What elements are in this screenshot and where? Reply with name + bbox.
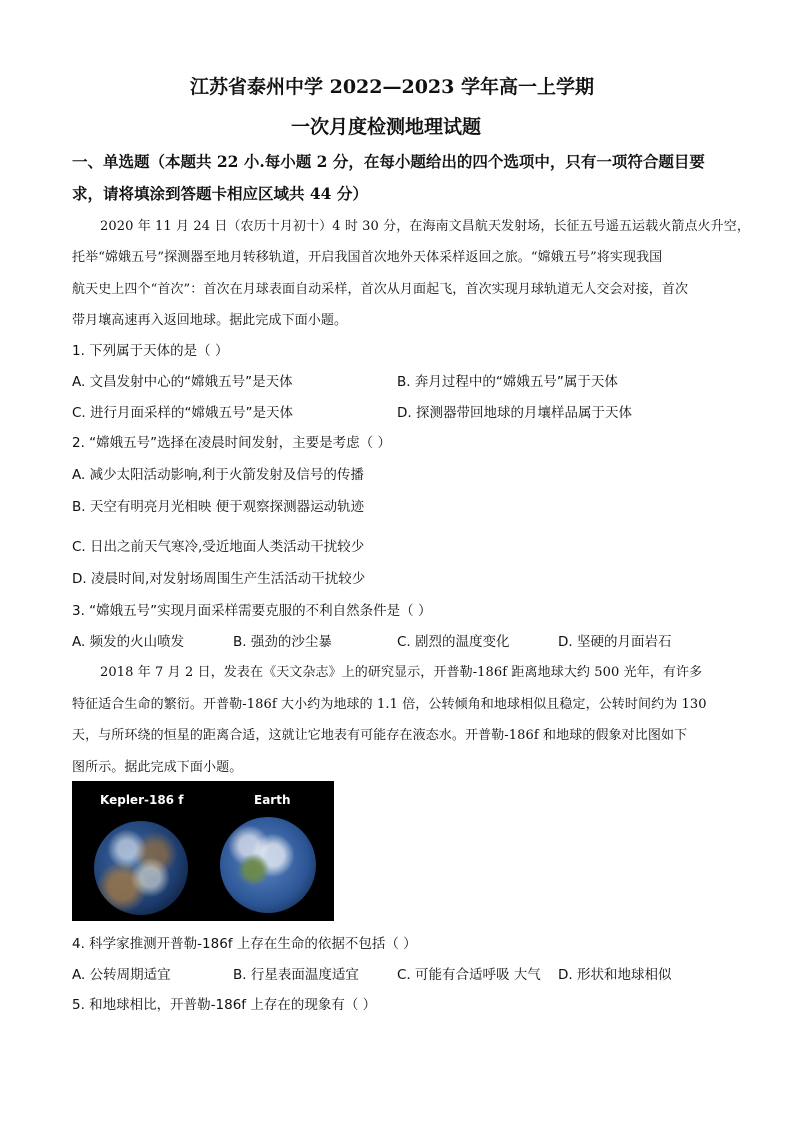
question-2-option-b: B. 天空有明亮月光相映 便于观察探测器运动轨迹 [72,499,365,515]
question-3-option-c: C. 剧烈的温度变化 [397,634,510,650]
document-title-line1: 江苏省泰州中学 2022—2023 学年高一上学期 [190,76,594,98]
question-2-option-a: A. 减少太阳活动影响,利于火箭发射及信号的传播 [72,467,364,483]
section-heading-line1: 一、单选题（本题共 22 小.每小题 2 分，在每小题给出的四个选项中，只有一项符合题目要 [72,152,705,171]
passage-line: 2018 年 7 月 2 日，发表在《天文杂志》上的研究显示，开普勒-186f 距离地球大约 500 光年，有许多 [100,665,703,680]
question-3-option-b: B. 强劲的沙尘暴 [233,634,332,650]
passage-line: 天，与所环绕的恒星的距离合适，这就让它地表有可能存在液态水。开普勒-186f 和地球的假象对比图如下 [72,728,688,743]
kepler-earth-comparison-image [72,781,334,921]
question-1-stem: 1. 下列属于天体的是（ ） [72,343,229,359]
question-5-stem: 5. 和地球相比，开普勒-186f 上存在的现象有（ ） [72,997,377,1013]
passage-line: 航天史上四个“首次”：首次在月球表面自动采样，首次从月面起飞，首次实现月球轨道无人交会对接，首次 [72,282,689,297]
figure-label-earth: Earth [254,793,291,807]
question-2-option-d: D. 凌晨时间,对发射场周围生产生活活动干扰较少 [72,571,366,587]
question-4-option-a: A. 公转周期适宜 [72,967,171,983]
question-3-option-a: A. 频发的火山喷发 [72,634,185,650]
question-3-option-d: D. 坚硬的月面岩石 [558,634,672,650]
question-1-option-b: B. 奔月过程中的“嫦娥五号”属于天体 [397,374,618,390]
passage-line: 带月壤高速再入返回地球。据此完成下面小题。 [72,313,348,328]
question-1-option-d: D. 探测器带回地球的月壤样品属于天体 [397,405,632,421]
question-1-option-a: A. 文昌发射中心的“嫦娥五号”是天体 [72,374,293,390]
question-2-stem: 2. “嫦娥五号”选择在凌晨时间发射，主要是考虑（ ） [72,435,391,451]
document-title-line2: 一次月度检测地理试题 [291,116,482,138]
passage-line: 特征适合生命的繁衍。开普勒-186f 大小约为地球的 1.1 倍，公转倾角和地球相似且稳定，公转时间约为 130 [72,697,707,712]
question-2-option-c: C. 日出之前天气寒冷,受近地面人类活动干扰较少 [72,539,365,555]
figure-label-kepler: Kepler-186 f [100,793,184,807]
question-3-stem: 3. “嫦娥五号”实现月面采样需要克服的不利自然条件是（ ） [72,603,432,619]
section-heading-line2: 求，请将填涂到答题卡相应区域共 44 分） [72,184,368,203]
passage-line: 2020 年 11 月 24 日（农历十月初十）4 时 30 分，在海南文昌航天发射场，长征五号遥五运载火箭点火升空， [100,219,750,234]
question-1-option-c: C. 进行月面采样的“嫦娥五号”是天体 [72,405,293,421]
question-4-option-b: B. 行星表面温度适宜 [233,967,359,983]
question-4-stem: 4. 科学家推测开普勒-186f 上存在生命的依据不包括（ ） [72,936,417,952]
question-4-option-c: C. 可能有合适呼吸 大气 [397,967,541,983]
passage-line: 托举“嫦娥五号”探测器至地月转移轨道，开启我国首次地外天体采样返回之旅。“嫦娥五号”将实现我国 [72,250,663,265]
question-4-option-d: D. 形状和地球相似 [558,967,672,983]
passage-line: 图所示。据此完成下面小题。 [72,760,243,775]
kepler-planet-image [94,821,188,915]
earth-planet-image [220,817,316,913]
